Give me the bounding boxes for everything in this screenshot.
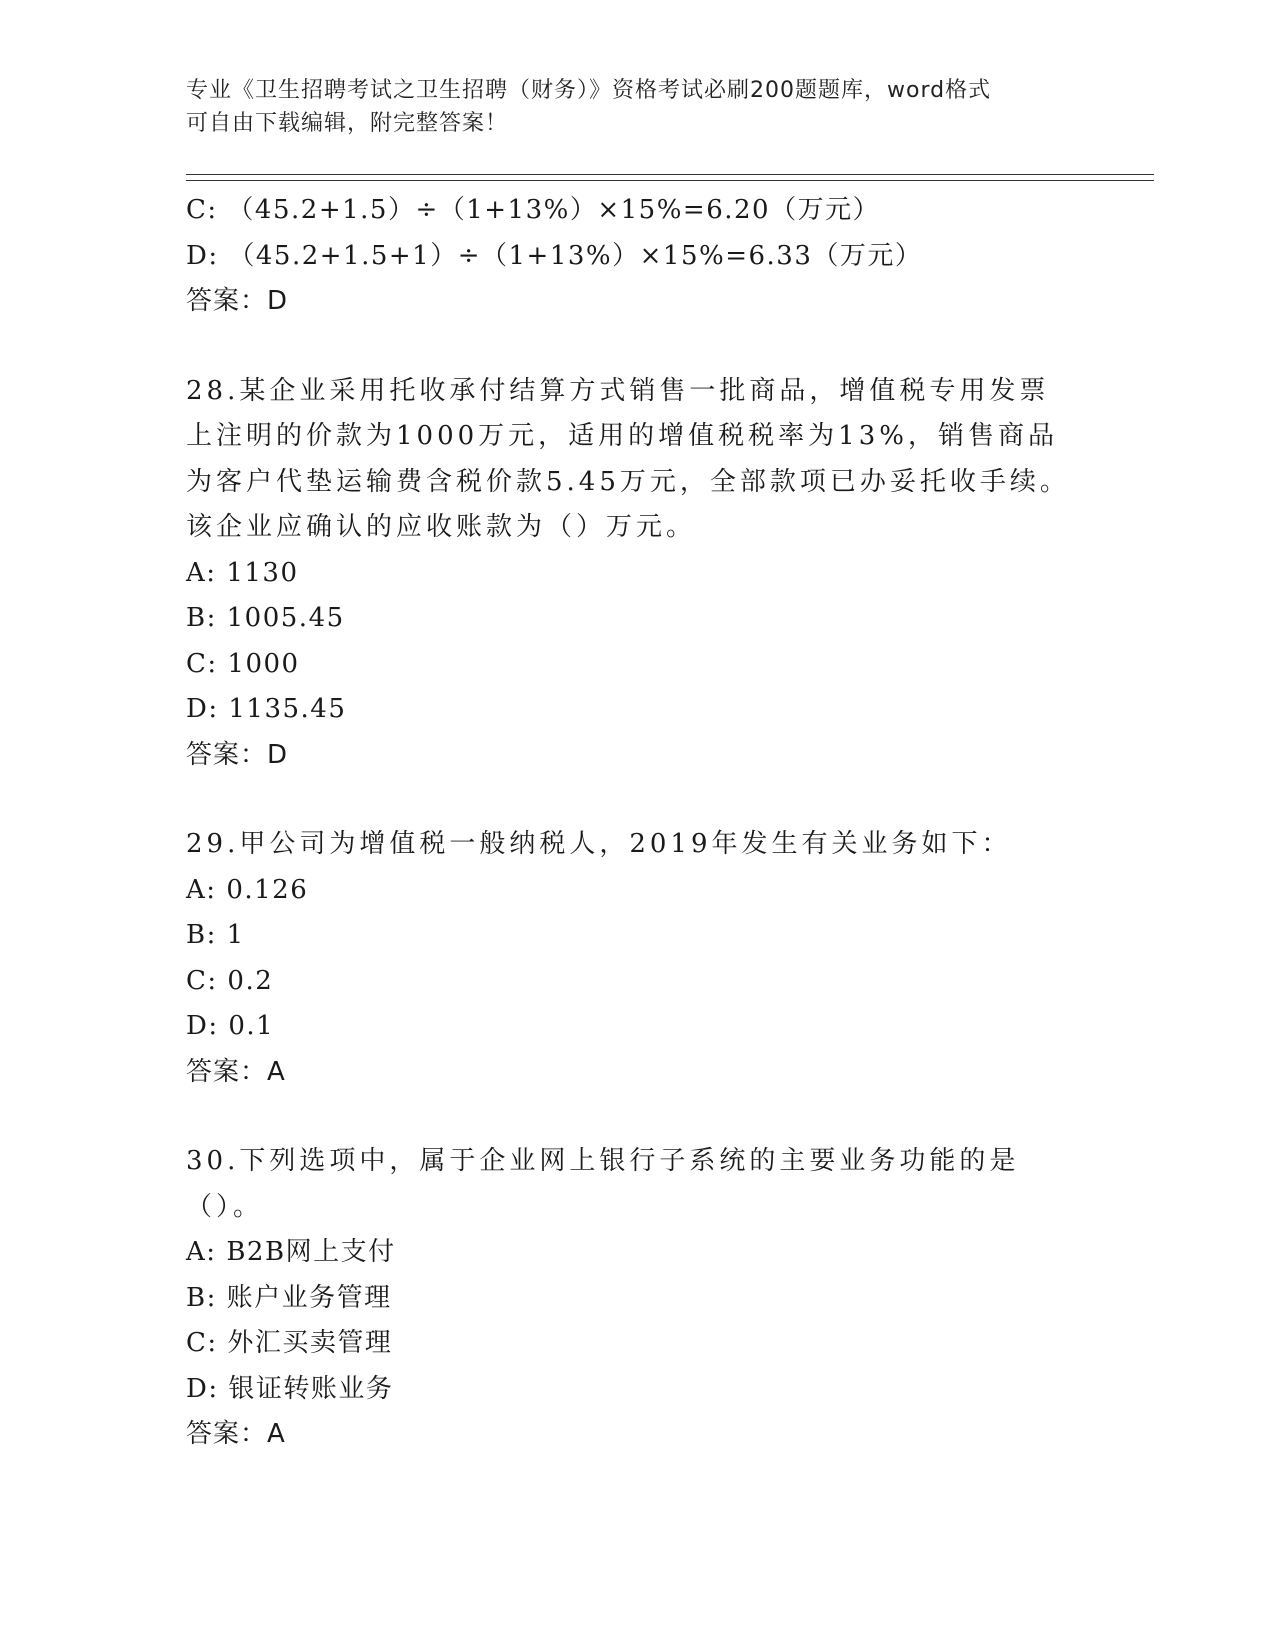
option-key: A: xyxy=(186,557,217,588)
option-text: 1135.45 xyxy=(228,694,347,724)
question-30 xyxy=(186,1139,1086,1458)
option-text: （45.2+1.5+1）÷（1+13%）×15%=6.33（万元） xyxy=(228,240,923,271)
option-key: D: xyxy=(186,240,219,271)
option-a xyxy=(186,551,1086,597)
option-b xyxy=(186,1276,1086,1322)
answer-line: 答案：D xyxy=(186,286,289,316)
option-text: B2B网上支付 xyxy=(226,1237,396,1267)
question-28 xyxy=(186,369,1086,779)
option-c xyxy=(186,642,1086,688)
option-d xyxy=(186,234,1086,280)
option-key: C: xyxy=(186,965,218,996)
option-c xyxy=(186,959,1086,1005)
question-stem: 28.某企业采用托收承付结算方式销售一批商品，增值税专用发票上注明的价款为1000万元，适用的增值税税率为13%，销售商品为客户代垫运输费含税价款5.45万元，全部款项已办妥托收手续。该企业应确认的应收账款为（）万元。 xyxy=(186,375,1070,542)
question-content xyxy=(186,188,1086,1458)
option-a xyxy=(186,868,1086,914)
header-divider-bottom xyxy=(186,180,1154,181)
answer-line: 答案：A xyxy=(186,1419,286,1449)
option-text: 0.126 xyxy=(226,874,309,905)
header-title-line-2: 可自由下载编辑，附完整答案！ xyxy=(186,111,509,136)
option-text: 账户业务管理 xyxy=(226,1282,392,1313)
header-title-line-1: 专业《卫生招聘考试之卫生招聘（财务）》资格考试必刷200题题库，word格式 xyxy=(186,78,992,103)
option-key: A: xyxy=(186,874,217,905)
document-header xyxy=(186,74,1086,140)
option-text: （45.2+1.5）÷（1+13%）×15%=6.20（万元） xyxy=(227,195,881,225)
option-c xyxy=(186,188,1086,234)
option-b xyxy=(186,596,1086,642)
option-key: B: xyxy=(186,920,217,950)
answer-line: 答案：D xyxy=(186,739,289,770)
question-29 xyxy=(186,822,1086,1095)
option-text: 外汇买卖管理 xyxy=(227,1328,393,1358)
option-key: C: xyxy=(186,648,218,679)
option-d xyxy=(186,687,1086,733)
option-text: 银证转账业务 xyxy=(228,1373,394,1404)
question-stem: 29.甲公司为增值税一般纳税人，2019年发生有关业务如下： xyxy=(186,829,1012,859)
option-key: A: xyxy=(186,1237,217,1267)
option-key: D: xyxy=(186,1373,219,1404)
answer-line: 答案：A xyxy=(186,1056,286,1087)
option-key: D: xyxy=(186,1011,219,1041)
option-text: 1 xyxy=(226,920,245,950)
option-text: 1005.45 xyxy=(226,603,345,633)
option-key: B: xyxy=(186,1282,217,1313)
option-key: B: xyxy=(186,603,217,633)
header-divider-top xyxy=(186,174,1154,175)
option-text: 1000 xyxy=(227,648,300,679)
option-d xyxy=(186,1367,1086,1413)
option-key: D: xyxy=(186,694,219,724)
option-a xyxy=(186,1230,1086,1276)
option-c xyxy=(186,1321,1086,1367)
option-text: 1130 xyxy=(226,557,299,588)
option-key: C: xyxy=(186,195,218,225)
question-stem: 30.下列选项中，属于企业网上银行子系统的主要业务功能的是（）。 xyxy=(186,1146,1020,1222)
carryover-block xyxy=(186,188,1086,325)
option-key: C: xyxy=(186,1328,218,1358)
option-b xyxy=(186,913,1086,959)
option-d xyxy=(186,1004,1086,1050)
option-text: 0.1 xyxy=(228,1011,275,1041)
option-text: 0.2 xyxy=(227,965,274,996)
